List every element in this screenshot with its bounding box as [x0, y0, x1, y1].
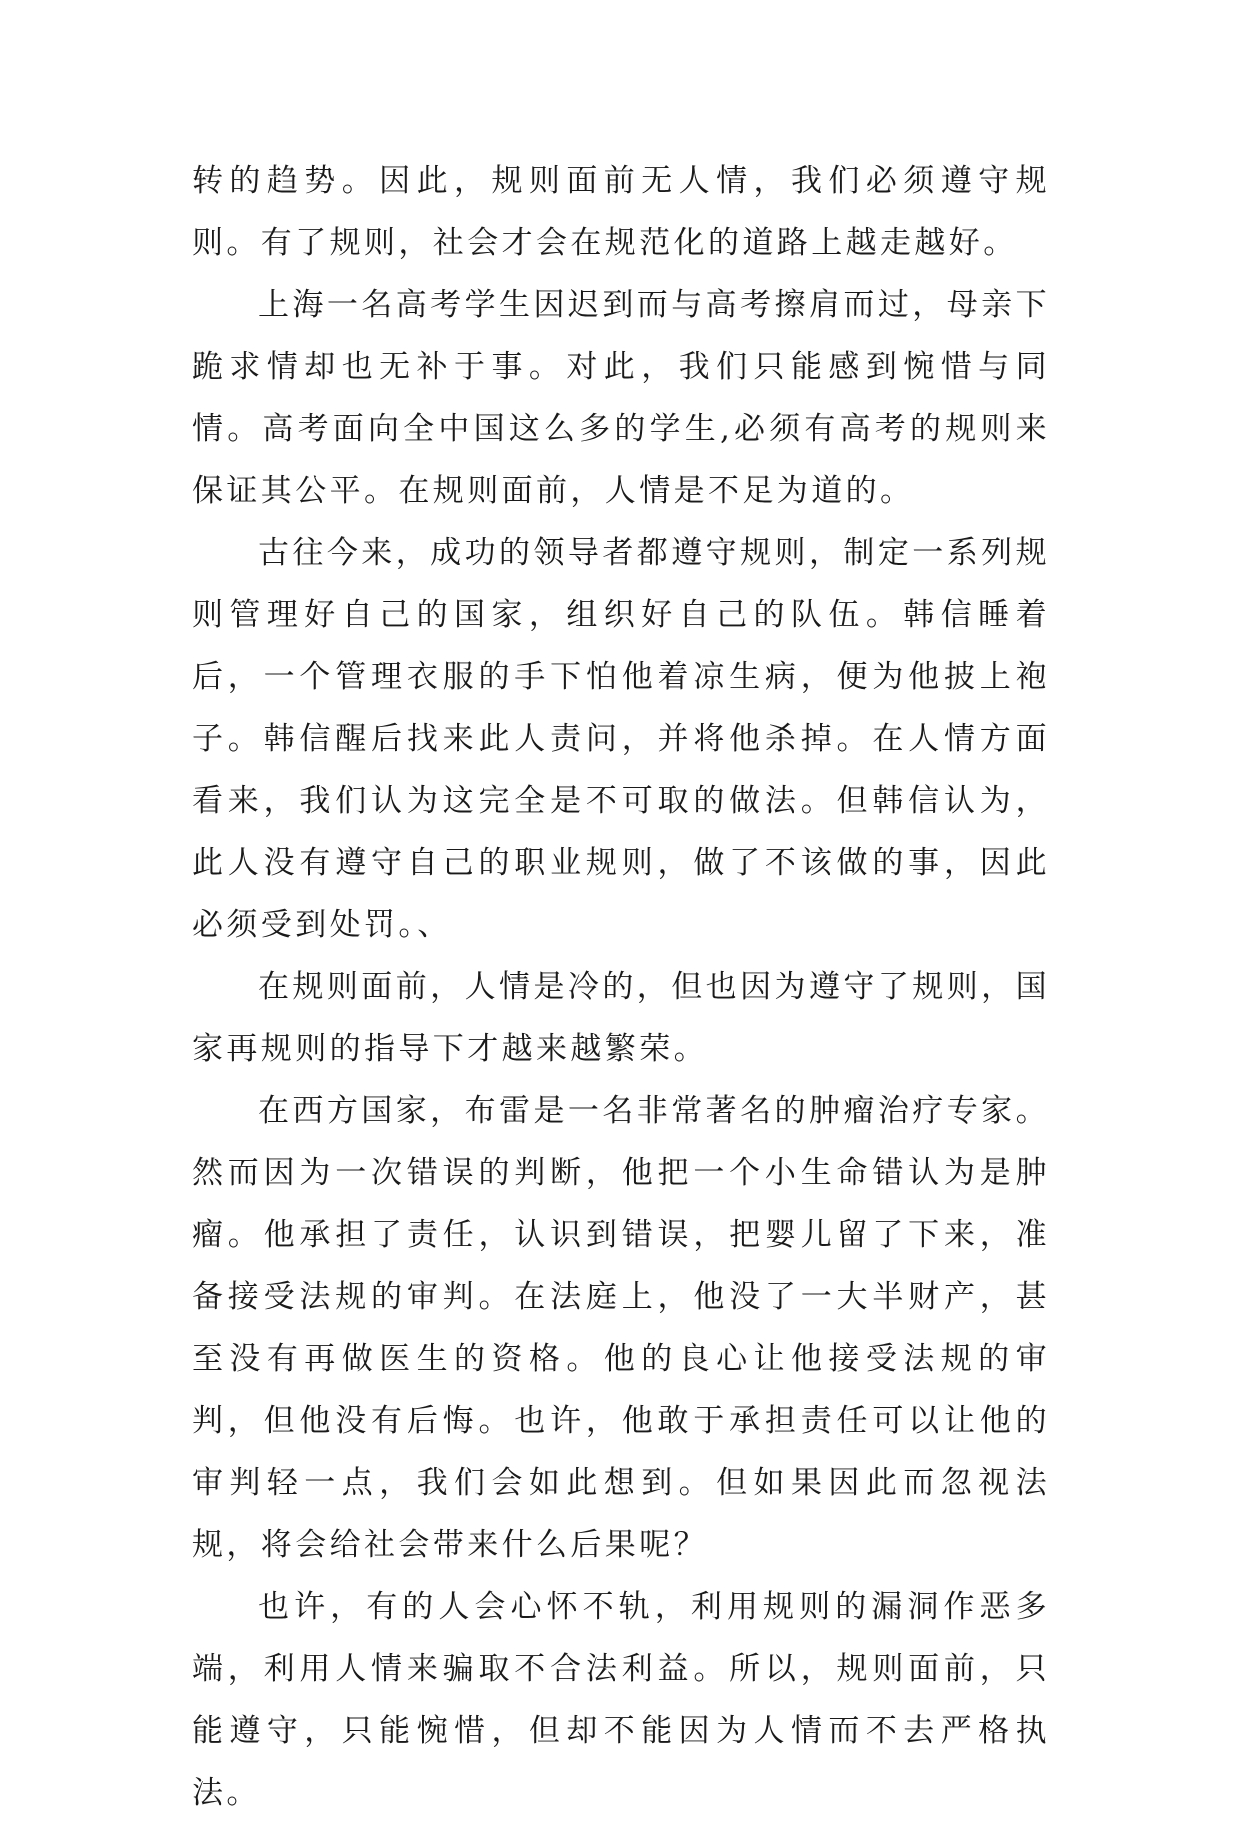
paragraph-gaokao: 上海一名高考学生因迟到而与高考擦肩而过，母亲下跪求情却也无补于事。对此，我们只能感到惋惜与同情。高考面向全中国这么多的学生,必须有高考的规则来保证其公平。在规则面前，人情是不足为道的。: [192, 287, 1050, 509]
paragraph-conclusion: 也许，有的人会心怀不轨，利用规则的漏洞作恶多端，利用人情来骗取不合法利益。所以，规则面前，只能遵守，只能惋惜，但却不能因为人情而不去严格执法。: [192, 1589, 1050, 1811]
paragraph-continued: 转的趋势。因此，规则面前无人情，我们必须遵守规则。有了规则，社会才会在规范化的道路上越走越好。: [192, 163, 1050, 261]
paragraph-bray-doctor: 在西方国家，布雷是一名非常著名的肿瘤治疗专家。然而因为一次错误的判断，他把一个小生命错认为是肿瘤。他承担了责任，认识到错误，把婴儿留了下来，准备接受法规的审判。在法庭上，他没了一大半财产，甚至没有再做医生的资格。他的良心让他接受法规的审判，但他没有后悔。也许，他敢于承担责任可以让他的审判轻一点，我们会如此想到。但如果因此而忽视法规，将会给社会带来什么后果呢？: [192, 1093, 1050, 1563]
document-body: [192, 150, 1050, 1824]
paragraph-hanxin: 古往今来，成功的领导者都遵守规则，制定一系列规则管理好自己的国家，组织好自己的队伍。韩信睡着后，一个管理衣服的手下怕他着凉生病，便为他披上袍子。韩信醒后找来此人责问，并将他杀掉。在人情方面看来，我们认为这完全是不可取的做法。但韩信认为，此人没有遵守自己的职业规则，做了不该做的事，因此必须受到处罚。、: [192, 535, 1050, 943]
paragraph-rules-cold: 在规则面前，人情是冷的，但也因为遵守了规则，国家再规则的指导下才越来越繁荣。: [192, 969, 1050, 1067]
